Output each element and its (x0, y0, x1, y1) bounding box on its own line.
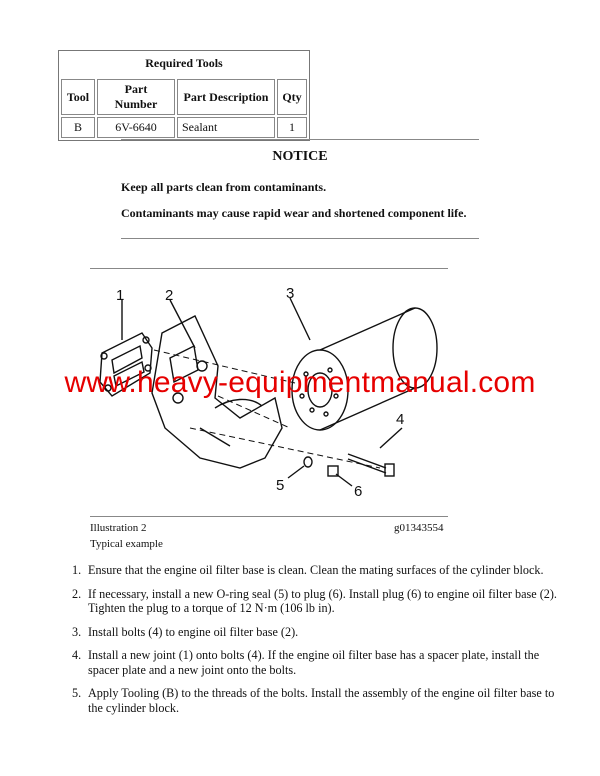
cell-description: Sealant (177, 117, 275, 138)
cell-tool: B (61, 117, 95, 138)
bolt-part (348, 454, 394, 476)
list-item (72, 625, 562, 640)
illustration-label: Illustration 2 (90, 522, 147, 534)
table-title: Required Tools (145, 56, 223, 70)
watermark-link[interactable]: www.heavy-equipmentmanual.com (64, 366, 536, 399)
header-part-number: Part Number (97, 79, 175, 115)
table-row (61, 117, 307, 138)
step-number: 5. (72, 686, 82, 700)
illustration-top-rule (90, 268, 448, 269)
callout-6: 6 (354, 483, 363, 500)
step-number: 2. (72, 586, 82, 601)
callout-5: 5 (276, 477, 285, 494)
illustration-bottom-rule (90, 516, 448, 517)
o-ring-seal-part (304, 457, 312, 467)
notice-line-1: Keep all parts clean from contaminants. (121, 180, 327, 194)
step-text: Apply Tooling (B) to the threads of the bolts. Install the assembly of the engine oil filter base to the cylinder block. (88, 686, 555, 715)
callout-4: 4 (396, 411, 405, 428)
step-number: 1. (72, 563, 82, 577)
list-item (72, 563, 562, 578)
illustration-caption: Typical example (90, 538, 163, 550)
step-number: 3. (72, 624, 82, 639)
list-item (72, 686, 562, 715)
step-text: Install a new joint (1) onto bolts (4). If the engine oil filter base has a spacer plate, install the spacer plate and a new joint onto the bolts. (88, 648, 540, 677)
header-tool: Tool (61, 79, 95, 115)
step-number: 4. (72, 648, 82, 662)
cell-qty: 1 (277, 117, 307, 138)
required-tools-table (58, 50, 310, 141)
cell-part-number: 6V-6640 (97, 117, 175, 138)
step-text: If necessary, install a new O-ring seal (5) to plug (6). Install plug (6) to engine oil filter base (2). Tighten the plug to a torque of 12 N·m (106 lb in). (88, 586, 557, 615)
procedure-steps (72, 563, 562, 724)
list-item (72, 648, 562, 677)
step-text: Install bolts (4) to engine oil filter base (2). (88, 624, 299, 639)
notice-title: NOTICE (272, 149, 328, 164)
callout-1: 1 (116, 287, 125, 304)
illustration-id: g01343554 (394, 522, 444, 534)
notice-bottom-rule (121, 238, 479, 239)
list-item (72, 587, 562, 616)
header-part-description: Part Description (177, 79, 275, 115)
step-text: Ensure that the engine oil filter base is clean. Clean the mating surfaces of the cylinder block. (88, 563, 544, 577)
callout-2: 2 (165, 287, 174, 304)
callout-3: 3 (286, 285, 295, 302)
notice-line-2: Contaminants may cause rapid wear and shortened component life. (121, 206, 467, 220)
header-qty: Qty (277, 79, 307, 115)
notice-top-rule (121, 139, 479, 140)
